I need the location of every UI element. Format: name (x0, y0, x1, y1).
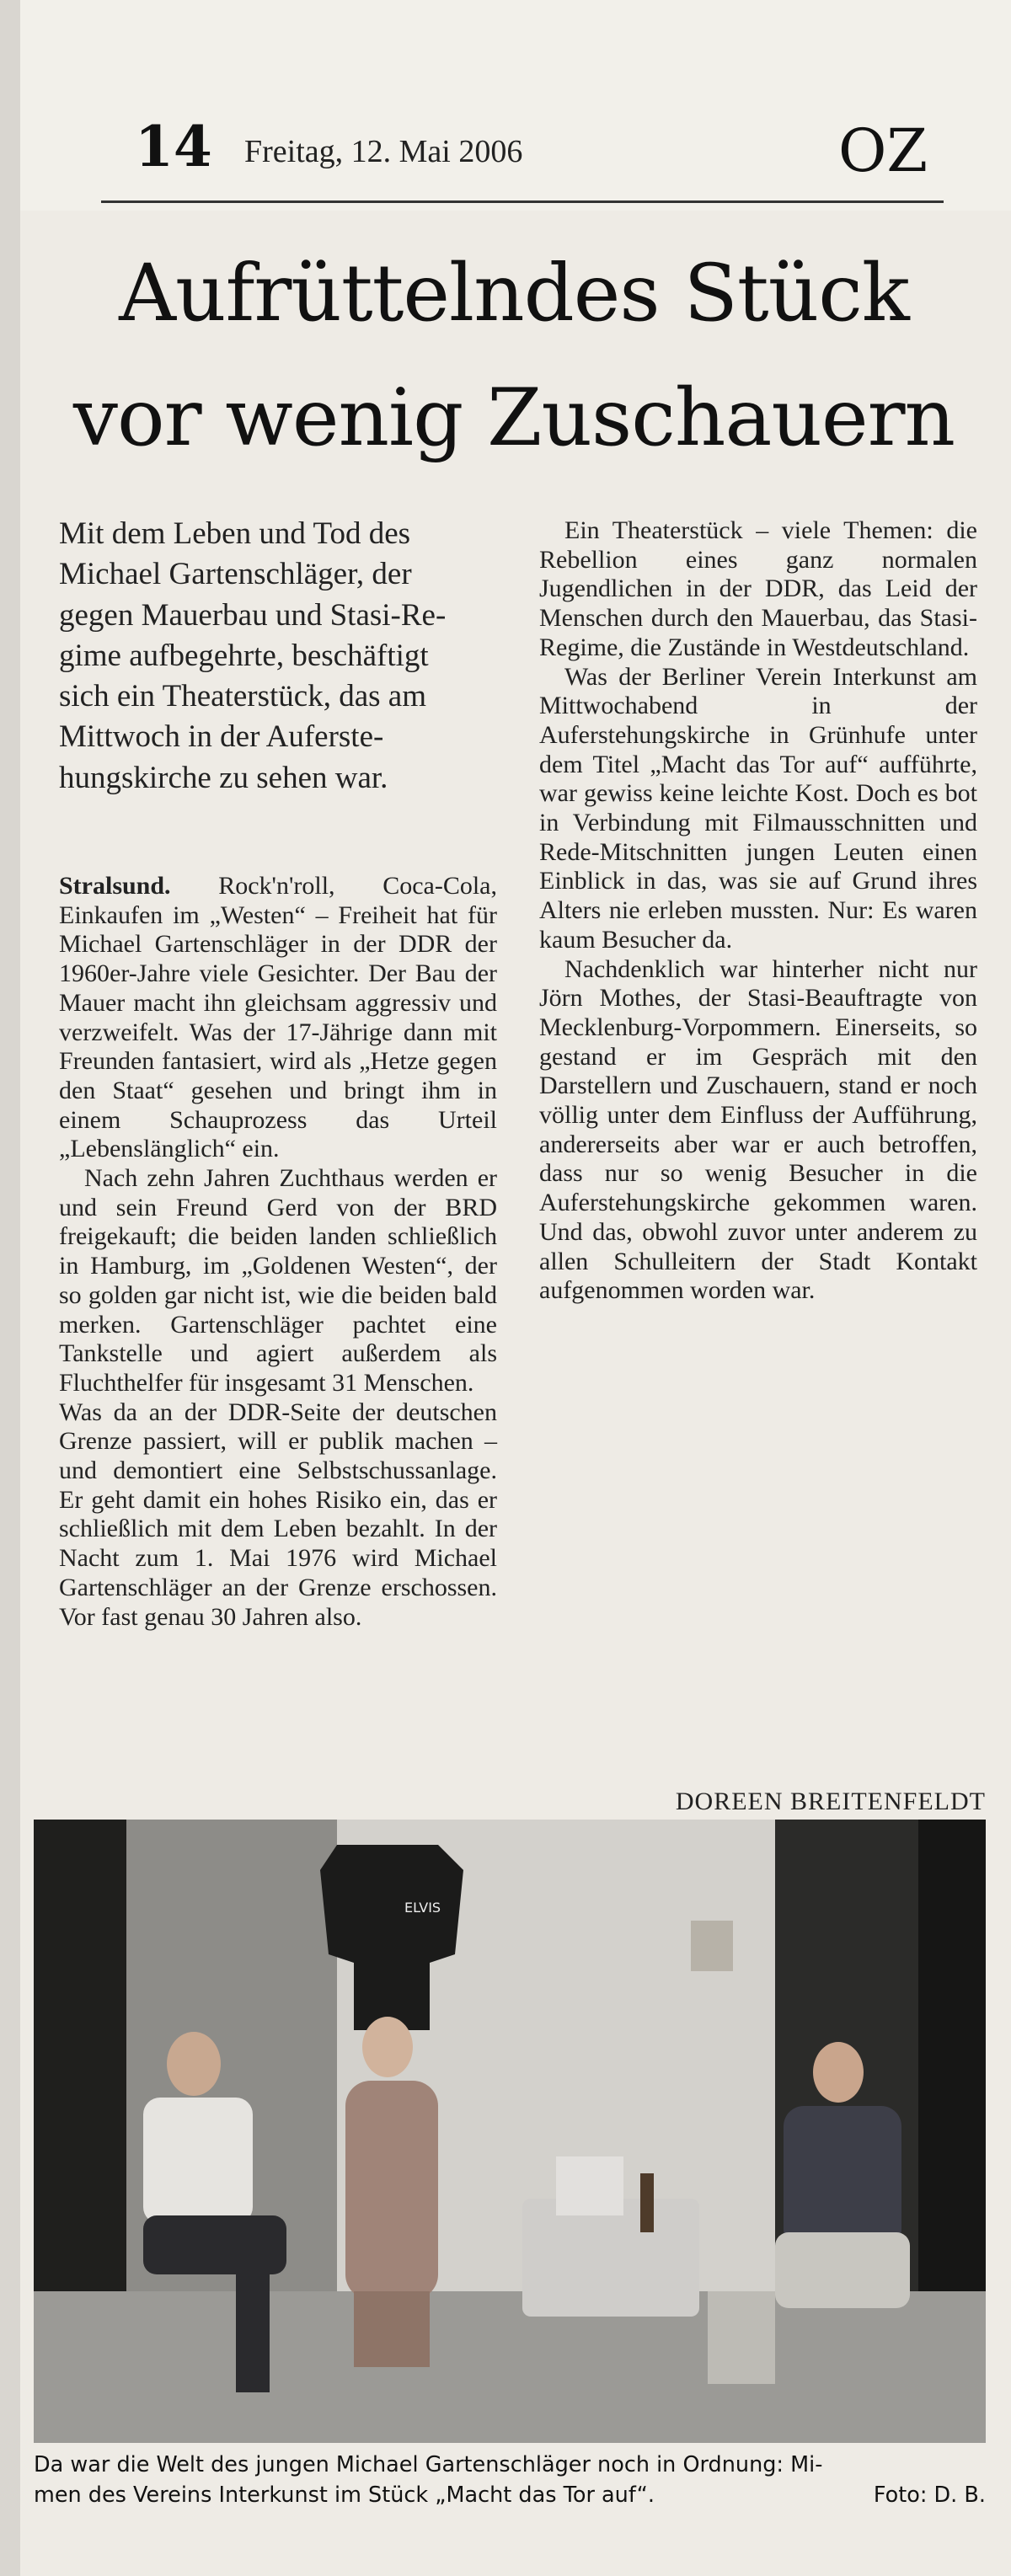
body-paragraph-5: Was der Berliner Verein Interkunst am Mittwochabend in der Auferstehungskirche in Grünhufe unter dem Titel „Macht das Tor auf“ aufführte, war gewiss keine leichte Kost. Doch es bot in Verbindung mit Filmausschnitten und Rede-Mitschnitten jungen Leuten einen Einblick in das, was sie auf Grund ihres Alters nie erleben mussten. Nur: Es waren kaum Besucher da. (539, 662, 977, 954)
lead-line: Michael Gartenschläger, der (59, 557, 412, 592)
author-byline: DOREEN BREITENFELDT (675, 1788, 986, 1815)
page-number: 14 (135, 114, 212, 179)
stage-photo (34, 1820, 986, 2443)
stage-photo-illustration (34, 1820, 986, 2443)
body-column-1 (59, 872, 497, 1632)
body-paragraph-1 (59, 872, 497, 1164)
lead-line: gegen Mauerbau und Stasi-Re- (59, 597, 447, 633)
lead-line: Mit dem Leben und Tod des (59, 516, 411, 551)
newspaper-logo: OZ (838, 116, 928, 185)
headline (42, 232, 986, 481)
body-column-2 (539, 516, 977, 1306)
photo-credit: Foto: D. B. (873, 2482, 986, 2508)
body-paragraph-4: Ein Theaterstück – viele Themen: die Rebellion eines ganz normalen Jugendlichen in der DDR, das Leid der Menschen durch den Mauerbau, das Stasi-Regime, die Zustände in Westdeutschland. (539, 516, 977, 661)
lead-line: Mittwoch in der Auferste- (59, 719, 384, 755)
body-paragraph-3: Was da an der DDR-Seite der deutschen Grenze passiert, will er publik machen – und demontiert eine Selbstschussanlage. Er geht damit ein hohes Risiko ein, das er schließlich mit dem Leben bezahlt. In der Nacht zum 1. Mai 1976 wird Michael Gartenschläger an der Grenze erschossen. Vor fast genau 30 Jahren also. (59, 1398, 497, 1631)
caption-line-2: men des Vereins Interkunst im Stück „Macht das Tor auf“. (34, 2482, 655, 2508)
lead-paragraph (59, 514, 497, 799)
header-rule (101, 200, 944, 203)
dateline: Stralsund. (59, 872, 171, 900)
paragraph-text: Rock'n'roll, Coca-Cola, Einkaufen im „Westen“ – Freiheit hat für Michael Gartenschläger in der DDR der 1960er-Jahre viele Gesichter. Der Bau der Mauer macht ihn gleichsam aggressiv und verzweifelt. Was der 17-Jährige dann mit Freunden fantasiert, wird als „Hetze gegen den Staat“ gesehen und bringt ihm in einem Schauprozess das Urteil „Lebenslänglich“ ein. (59, 872, 497, 1163)
headline-line-2: vor wenig Zuschauern (72, 372, 955, 464)
caption-line-1: Da war die Welt des jungen Michael Gartenschläger noch in Ordnung: Mi- (34, 2452, 823, 2477)
issue-date: Freitag, 12. Mai 2006 (244, 134, 523, 169)
lead-line: sich ein Theaterstück, das am (59, 679, 426, 714)
body-paragraph-2: Nach zehn Jahren Zuchthaus werden er und sein Freund Gerd von der BRD freigekauft; die beiden landen schließlich in Hamburg, im „Goldenen Westen“, der so golden gar nicht ist, wie die beiden bald merken. Gartenschläger pachtet eine Tankstelle und agiert außerdem als Fluchthelfer für insgesamt 31 Menschen. (59, 1164, 497, 1397)
shirt-print: ELVIS (404, 1900, 441, 1916)
caption-row-2 (34, 2480, 986, 2510)
lead-line: hungskirche zu sehen war. (59, 760, 388, 795)
lead-line: gime aufbegehrte, beschäftigt (59, 638, 429, 673)
body-paragraph-6: Nachdenklich war hinterher nicht nur Jörn Mothes, der Stasi-Beauftragte von Mecklenburg-Vorpommern. Einerseits, so gestand er im Gespräch mit den Darstellern und Zuschauern, stand er noch völlig unter dem Einfluss der Aufführung, andererseits aber war er auch betroffen, dass nur so wenig Besucher in die Auferstehungskirche gekommen waren. Und das, obwohl zuvor unter anderem zu allen Schulleitern der Stadt Kontakt aufgenommen worden war. (539, 954, 977, 1305)
photo-caption (34, 2450, 986, 2510)
headline-line-1: Aufrüttelndes Stück (119, 248, 909, 339)
